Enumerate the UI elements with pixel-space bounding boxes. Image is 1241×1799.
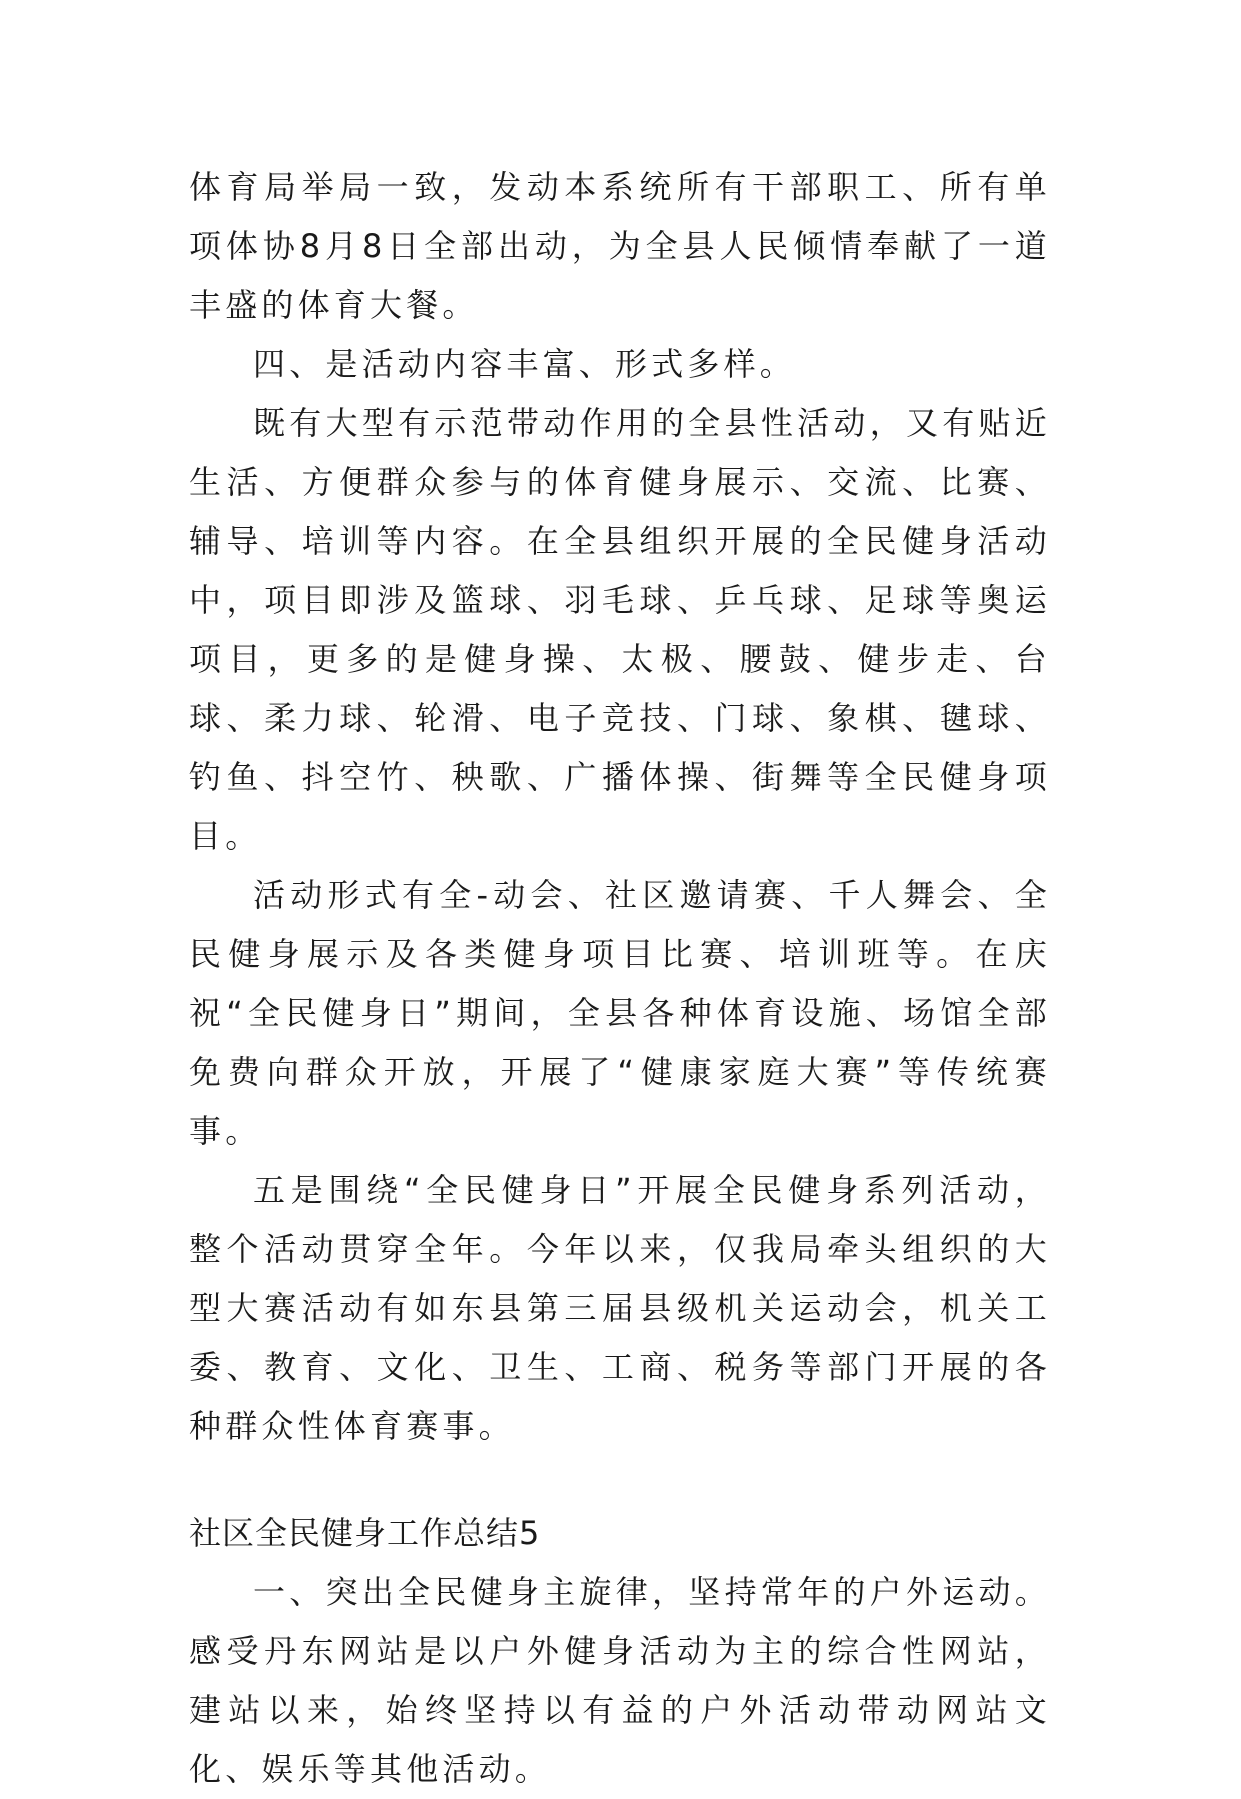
paragraph-sports-bureau: 体育局举局一致，发动本系统所有干部职工、所有单项体协8月8日全部出动，为全县人民倾情奉献了一道丰盛的体育大餐。	[189, 168, 1051, 324]
paragraph-outdoor-activities: 一、突出全民健身主旋律，坚持常年的户外运动。感受丹东网站是以户外健身活动为主的综合性网站，建站以来，始终坚持以有益的户外活动带动网站文化、娱乐等其他活动。	[189, 1573, 1051, 1788]
paragraph-activity-forms: 活动形式有全-动会、社区邀请赛、千人舞会、全民健身展示及各类健身项目比赛、培训班等。在庆祝“全民健身日”期间，全县各种体育设施、场馆全部免费向群众开放，开展了“健康家庭大赛”等传统赛事。	[189, 876, 1051, 1150]
section-heading: 社区全民健身工作总结5	[189, 1514, 541, 1552]
paragraph-activity-content: 既有大型有示范带动作用的全县性活动，又有贴近生活、方便群众参与的体育健身展示、交流、比赛、辅导、培训等内容。在全县组织开展的全民健身活动中，项目即涉及篮球、羽毛球、乒乓球、足球等奥运项目，更多的是健身操、太极、腰鼓、健步走、台球、柔力球、轮滑、电子竞技、门球、象棋、毽球、钓鱼、抖空竹、秧歌、广播体操、街舞等全民健身项目。	[189, 404, 1051, 855]
paragraph-point-five: 五是围绕“全民健身日”开展全民健身系列活动，整个活动贯穿全年。今年以来，仅我局牵头组织的大型大赛活动有如东县第三届县级机关运动会，机关工委、教育、文化、卫生、工商、税务等部门开展的各种群众性体育赛事。	[189, 1171, 1051, 1445]
paragraph-point-four-heading: 四、是活动内容丰富、形式多样。	[253, 345, 797, 383]
document-body	[189, 158, 1051, 1799]
